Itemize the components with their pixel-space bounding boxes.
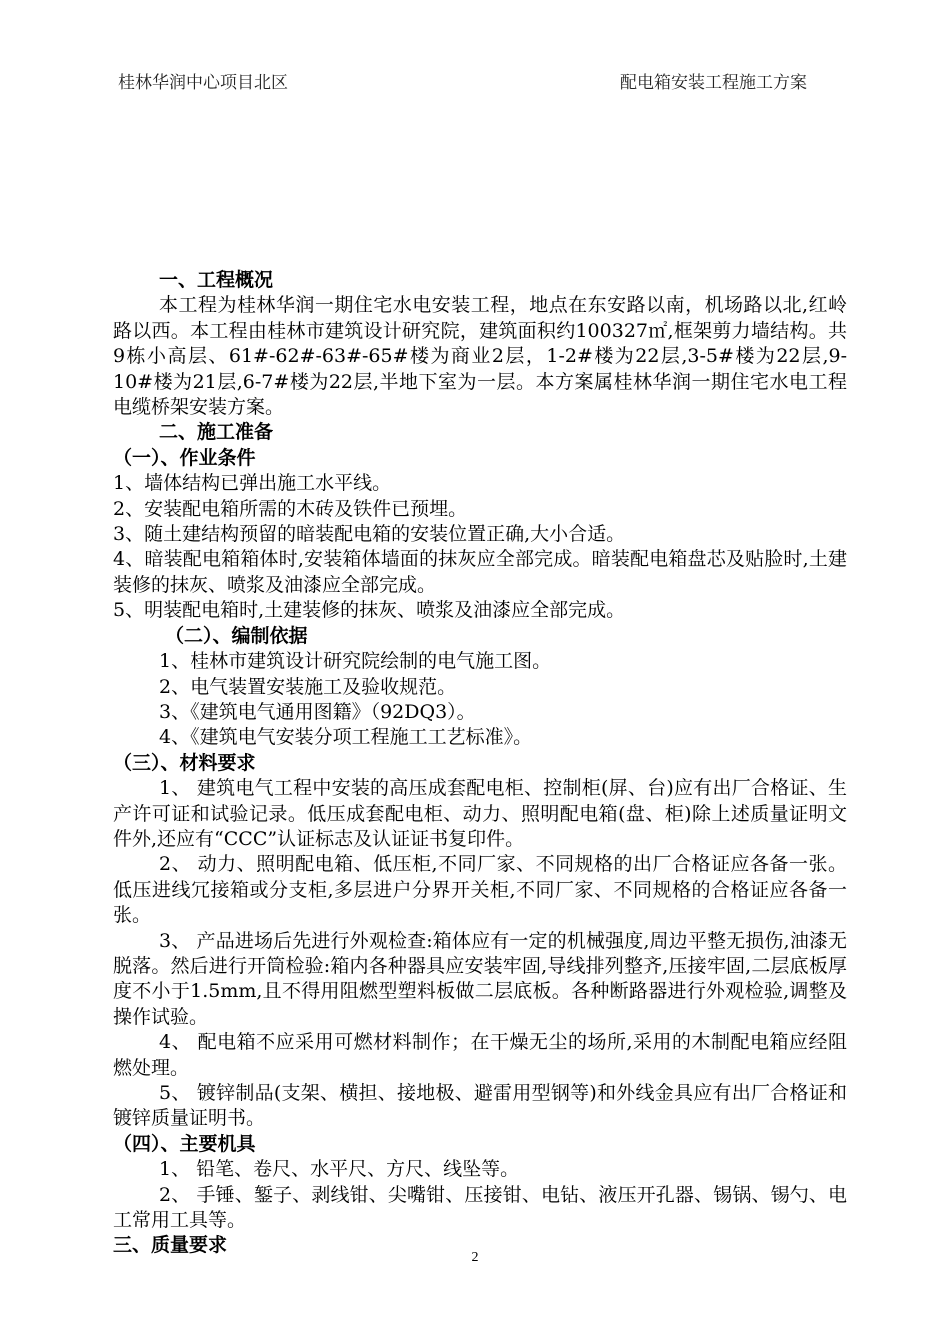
list-item: 4、《建筑电气安装分项工程施工工艺标准》。	[159, 726, 533, 749]
header-left: 桂林华润中心项目北区	[118, 73, 288, 93]
page-number: 2	[471, 1250, 479, 1265]
list-item: 1、 建筑电气工程中安装的高压成套配电柜、控制柜(屏、台)应有出厂合格证、生产许可证和试验记录。低压成套配电柜、动力、照明配电箱(盘、柜)除上述质量证明文件外,还应有“CCC”认证标志及认证证书复印件。	[113, 777, 847, 850]
subsection-2-4-title: （四）、主要机具	[113, 1132, 256, 1155]
list-item: 5、明装配电箱时,土建装修的抹灰、喷浆及油漆应全部完成。	[113, 599, 626, 622]
list-item: 2、 动力、照明配电箱、低压柜,不同厂家、不同规格的出厂合格证应各备一张。低压进线冗接箱或分支柜,多层进户分界开关柜,不同厂家、不同规格的合格证应各备一张。	[113, 853, 847, 927]
list-item: 3、 产品进场后先进行外观检查:箱体应有一定的机械强度,周边平整无损伤,油漆无脱落。然后进行开筒检验:箱内各种器具应安装牢固,导线排列整齐,压接牢固,二层底板厚度不小于1.5mm,且不得用阻燃型塑料板做二层底板。各种断路器进行外观检验,调整及操作试验。	[113, 929, 847, 1028]
section-1-title: 一、工程概况	[159, 269, 274, 291]
section-1-body: 本工程为桂林华润一期住宅水电安装工程，地点在东安路以南，机场路以北,红岭路以西。本工程由桂林市建筑设计研究院，建筑面积约100327㎡,框架剪力墙结构。共9栋小高层、61#-62#-63#-65#楼为商业2层，1-2#楼为22层,3-5#楼为22层,9-10#楼为21层,6-7#楼为22层,半地下室为一层。本方案属桂林华润一期住宅水电工程电缆桥架安装方案。	[113, 294, 847, 419]
list-item: 4、暗装配电箱箱体时,安装箱体墙面的抹灰应全部完成。暗装配电箱盘芯及贴脸时,土建装修的抹灰、喷浆及油漆应全部完成。	[113, 548, 847, 596]
subsection-2-3-title: （三）、材料要求	[113, 751, 256, 774]
list-item: 1、桂林市建筑设计研究院绘制的电气施工图。	[159, 650, 552, 673]
subsection-2-1-title: （一）、作业条件	[113, 446, 256, 469]
list-item: 3、随土建结构预留的暗装配电箱的安装位置正确,大小合适。	[113, 523, 626, 546]
subsection-2-2-title: （二）、编制依据	[165, 624, 308, 647]
list-item: 2、电气装置安装施工及验收规范。	[159, 675, 457, 698]
list-item: 2、安装配电箱所需的木砖及铁件已预埋。	[113, 497, 468, 520]
header-right: 配电箱安装工程施工方案	[620, 73, 807, 93]
list-item: 4、 配电箱不应采用可燃材料制作；在干燥无尘的场所,采用的木制配电箱应经阻燃处理。	[113, 1031, 847, 1079]
list-item: 1、墙体结构已弹出施工水平线。	[113, 472, 392, 495]
section-3-title: 三、质量要求	[113, 1234, 228, 1257]
list-item: 3、《建筑电气通用图籍》（92DQ3）。	[159, 700, 476, 723]
document-body	[113, 268, 847, 1259]
section-2-title: 二、施工准备	[159, 421, 274, 444]
list-item: 2、 手锤、錾子、剥线钳、尖嘴钳、压接钳、电钻、液压开孔器、锡锅、锡勺、电工常用工具等。	[113, 1183, 847, 1232]
list-item: 1、 铅笔、卷尺、水平尺、方尺、线坠等。	[159, 1158, 520, 1181]
list-item: 5、 镀锌制品(支架、横担、接地极、避雷用型钢等)和外线金具应有出厂合格证和镀锌质量证明书。	[113, 1082, 847, 1130]
